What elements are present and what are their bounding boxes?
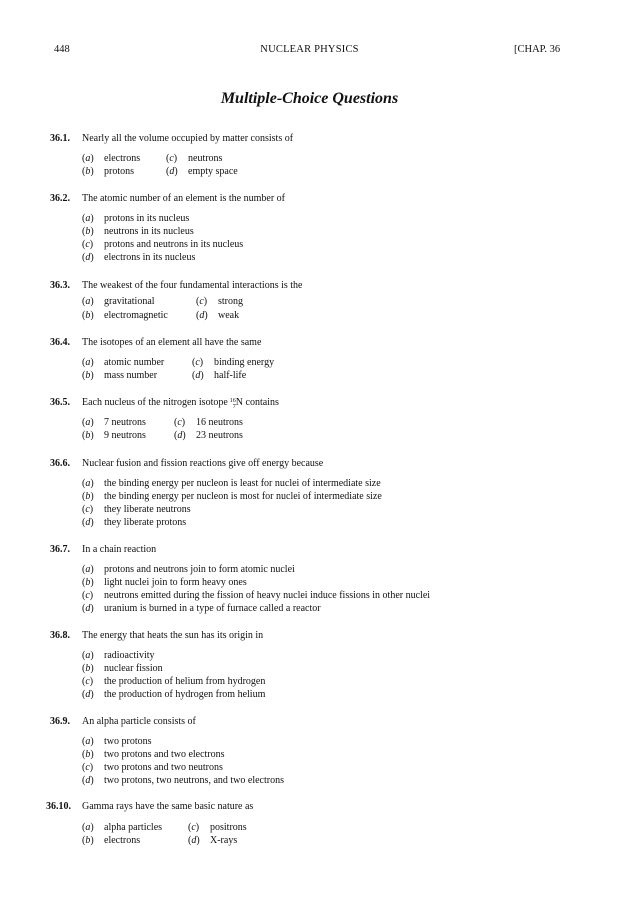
question-text: Gamma rays have the same basic nature as [82, 801, 254, 812]
option-letter: c [85, 239, 90, 250]
option-letter: b [85, 370, 91, 381]
question-number: 36.3. [50, 280, 70, 291]
option-letter: b [85, 835, 91, 846]
option-letter: d [195, 370, 201, 381]
option-letter: a [85, 564, 91, 575]
option-letter: b [85, 491, 91, 502]
option-letter: a [85, 478, 91, 489]
option-text: protons and neutrons join to form atomic nuclei [104, 564, 295, 575]
option-letter: a [85, 357, 91, 368]
question-number: 36.1. [50, 133, 70, 144]
option-text: electrons [104, 153, 141, 164]
question-number: 36.7. [50, 544, 70, 555]
option-text: they liberate protons [104, 517, 187, 528]
option-letter: c [85, 504, 90, 515]
option-text: 9 neutrons [104, 430, 146, 441]
option-letter: a [85, 822, 91, 833]
option-text: uranium is burned in a type of furnace called a reactor [104, 603, 321, 614]
option-text: protons in its nucleus [104, 213, 190, 224]
option-text: atomic number [104, 357, 165, 368]
option-text: neutrons [188, 153, 223, 164]
question-text: The isotopes of an element all have the same [82, 337, 262, 348]
option-letter: d [169, 166, 175, 177]
option-text: they liberate neutrons [104, 504, 191, 515]
option-letter: b [85, 226, 91, 237]
option-letter: b [85, 663, 91, 674]
option-text: strong [218, 296, 243, 307]
option-text: electrons [104, 835, 141, 846]
option-letter: d [177, 430, 183, 441]
chapter-label: [CHAP. 36 [514, 44, 561, 55]
option-letter: c [199, 296, 204, 307]
option-text: the production of hydrogen from helium [104, 689, 266, 700]
question-text: The atomic number of an element is the number of [82, 193, 285, 204]
option-text: electrons in its nucleus [104, 252, 196, 263]
option-text: alpha particles [104, 822, 163, 833]
question-text-start: Each nucleus of the nitrogen isotope [82, 397, 228, 408]
option-letter: c [169, 153, 174, 164]
option-letter: d [85, 252, 91, 263]
option-text: nuclear fission [104, 663, 163, 674]
option-letter: c [195, 357, 200, 368]
option-letter: b [85, 310, 91, 321]
question-text: The weakest of the four fundamental interactions is the [82, 280, 303, 291]
option-letter: d [85, 689, 91, 700]
question-number: 36.6. [50, 458, 70, 469]
option-text: weak [218, 310, 240, 321]
option-letter: d [199, 310, 205, 321]
question-text: Nearly all the volume occupied by matter consists of [82, 133, 294, 144]
option-letter: a [85, 296, 91, 307]
option-letter: b [85, 749, 91, 760]
option-letter: c [85, 590, 90, 601]
option-text: 7 neutrons [104, 417, 146, 428]
question-text: In a chain reaction [82, 544, 157, 555]
running-title: NUCLEAR PHYSICS [260, 44, 359, 55]
option-text: positrons [210, 822, 247, 833]
option-letter: b [85, 430, 91, 441]
option-text: electromagnetic [104, 310, 168, 321]
option-letter: a [85, 153, 91, 164]
question-text: Nuclear fusion and fission reactions give off energy because [82, 458, 324, 469]
question-text: The energy that heats the sun has its origin in [82, 630, 264, 641]
question-text: An alpha particle consists of [82, 716, 196, 727]
option-letter: c [85, 676, 90, 687]
option-letter: a [85, 213, 91, 224]
question-number: 36.9. [50, 716, 70, 727]
option-text: two protons [104, 736, 152, 747]
question-text [82, 396, 279, 410]
option-letter: d [85, 775, 91, 786]
option-text: two protons, two neutrons, and two electrons [104, 775, 284, 786]
option-letter: d [191, 835, 197, 846]
option-letter: c [177, 417, 182, 428]
question-number: 36.2. [50, 193, 70, 204]
option-letter: c [191, 822, 196, 833]
option-text: the binding energy per nucleon is least for nuclei of intermediate size [104, 478, 381, 489]
option-text: gravitational [104, 296, 155, 307]
option-letter: d [85, 603, 91, 614]
page-number: 448 [54, 44, 70, 55]
option-letter: c [85, 762, 90, 773]
option-text: half-life [214, 370, 247, 381]
option-text: protons and neutrons in its nucleus [104, 239, 244, 250]
isotope-symbol: N [235, 397, 244, 408]
option-text: 23 neutrons [196, 430, 243, 441]
option-text: light nuclei join to form heavy ones [104, 577, 247, 588]
option-text: 16 neutrons [196, 417, 243, 428]
option-text: two protons and two neutrons [104, 762, 223, 773]
question-number: 36.10. [46, 801, 71, 812]
option-text: the binding energy per nucleon is most for nuclei of intermediate size [104, 491, 382, 502]
option-text: mass number [104, 370, 158, 381]
option-letter: a [85, 736, 91, 747]
question-number: 36.5. [50, 397, 70, 408]
option-text: neutrons in its nucleus [104, 226, 194, 237]
option-letter: d [85, 517, 91, 528]
option-letter: b [85, 166, 91, 177]
option-letter: a [85, 417, 91, 428]
option-text: X-rays [210, 835, 238, 846]
question-number: 36.8. [50, 630, 70, 641]
option-text: neutrons emitted during the fission of heavy nuclei induce fissions in other nuclei [104, 590, 431, 601]
option-text: empty space [188, 166, 238, 177]
question-text-end: contains [245, 397, 279, 408]
option-letter: a [85, 650, 91, 661]
option-text: protons [104, 166, 134, 177]
option-text: binding energy [214, 357, 275, 368]
section-title: Multiple-Choice Questions [220, 90, 399, 107]
question-number: 36.4. [50, 337, 70, 348]
option-text: radioactivity [104, 650, 155, 661]
option-letter: b [85, 577, 91, 588]
option-text: the production of helium from hydrogen [104, 676, 266, 687]
isotope-notation: 16 7 [229, 398, 236, 410]
option-text: two protons and two electrons [104, 749, 225, 760]
